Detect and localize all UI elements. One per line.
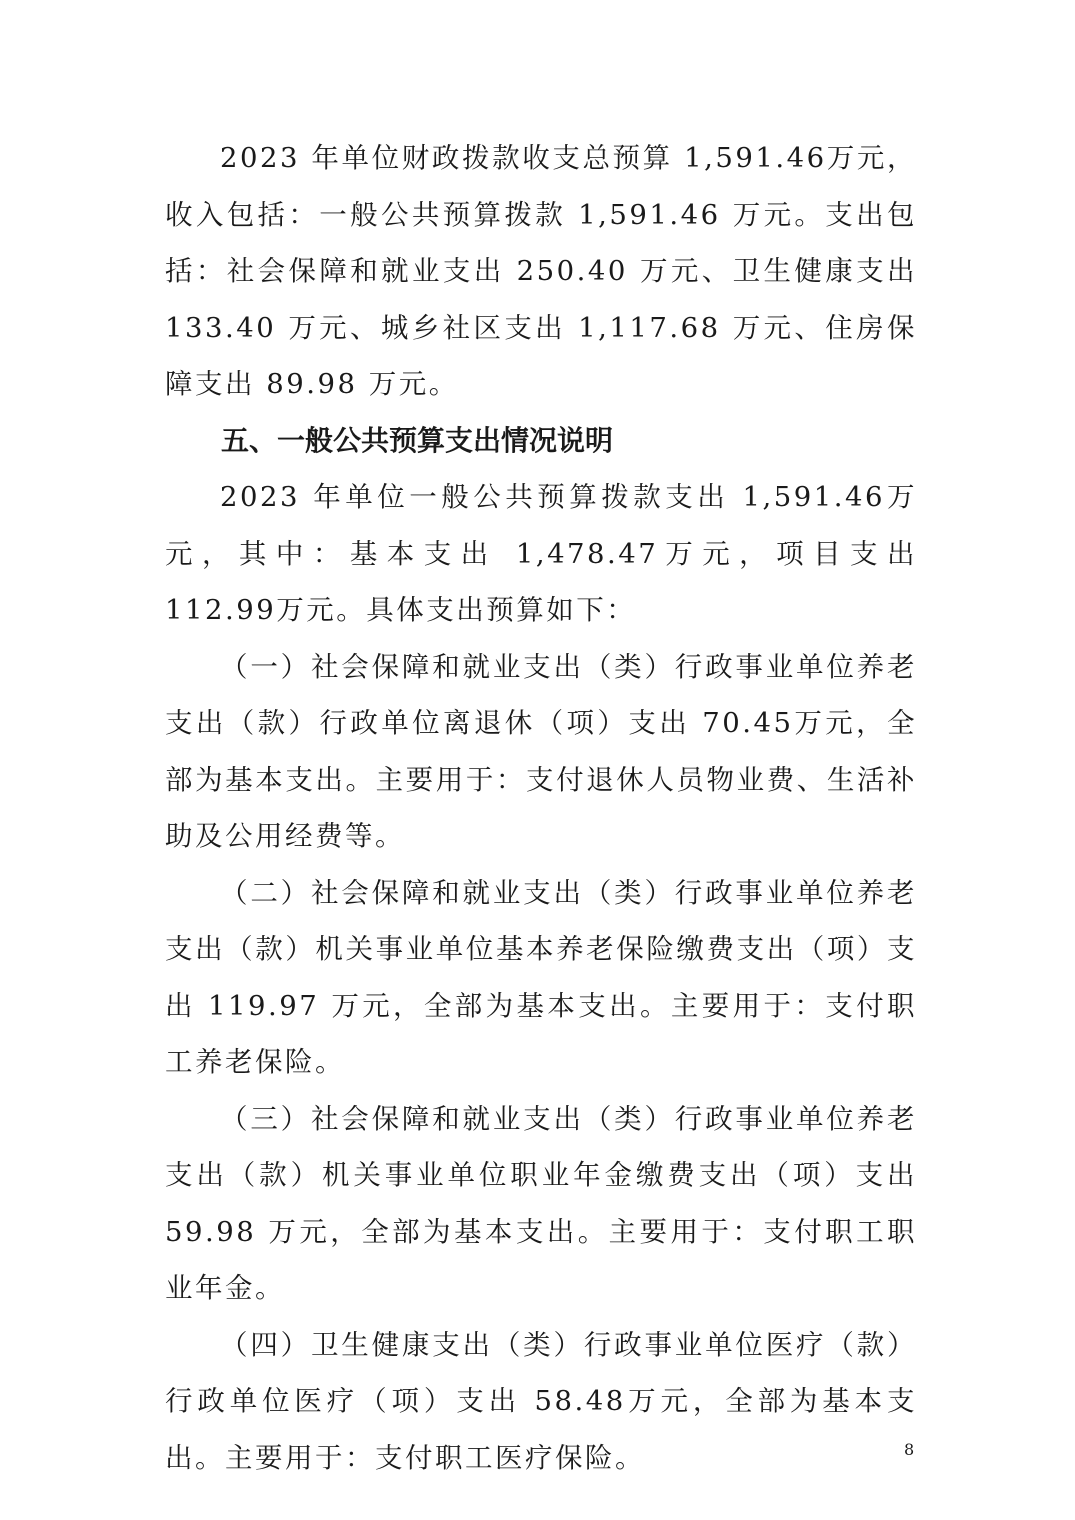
paragraph-item-3-occupational-annuity: （三）社会保障和就业支出（类）行政事业单位养老支出（款）机关事业单位职业年金缴费支出（项）支出 59.98 万元，全部为基本支出。主要用于：支付职工职业年金。 xyxy=(165,1102,917,1304)
paragraph-budget-summary: 2023 年单位财政拨款收支总预算 1,591.46万元，收入包括：一般公共预算拨款 1,591.46 万元。支出包括：社会保障和就业支出 250.40 万元、卫生健康支出 133.40 万元、城乡社区支出 1,117.68 万元、住房保障支出 89.98 万元。 xyxy=(165,142,917,400)
section-heading-general-budget: 五、一般公共预算支出情况说明 xyxy=(221,423,614,457)
page-number: 8 xyxy=(904,1440,915,1459)
paragraph-item-1-retirement: （一）社会保障和就业支出（类）行政事业单位养老支出（款）行政单位离退休（项）支出 70.45万元，全部为基本支出。主要用于：支付退休人员物业费、生活补助及公用经费等。 xyxy=(165,650,917,852)
document-page xyxy=(165,130,917,1486)
paragraph-item-4-medical: （四）卫生健康支出（类）行政事业单位医疗（款）行政单位医疗（项）支出 58.48万元，全部为基本支出。主要用于：支付职工医疗保险。 xyxy=(165,1328,917,1474)
paragraph-item-2-pension-insurance: （二）社会保障和就业支出（类）行政事业单位养老支出（款）机关事业单位基本养老保险缴费支出（项）支出 119.97 万元，全部为基本支出。主要用于：支付职工养老保险。 xyxy=(165,876,917,1078)
paragraph-general-budget-spending: 2023 年单位一般公共预算拨款支出 1,591.46万元，其中：基本支出 1,478.47万元，项目支出 112.99万元。具体支出预算如下： xyxy=(165,481,917,626)
